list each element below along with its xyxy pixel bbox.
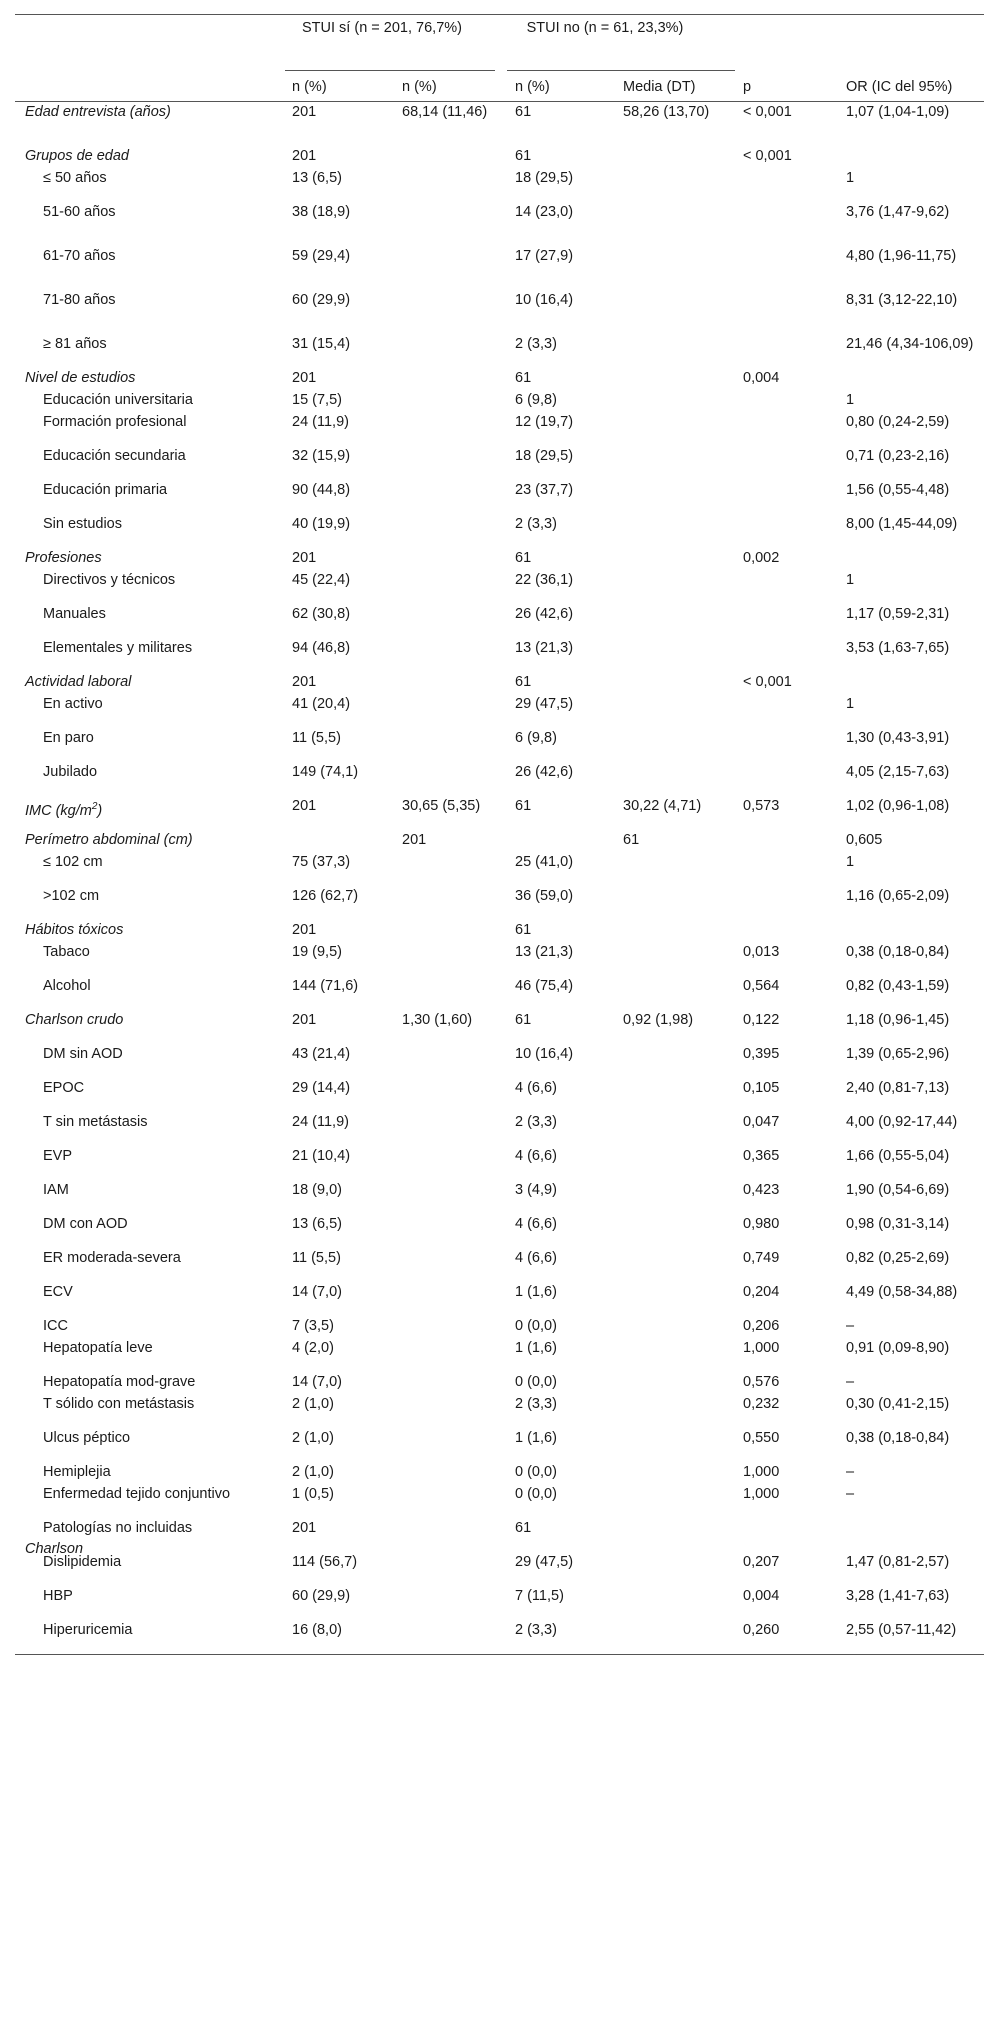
results-table xyxy=(15,14,984,1655)
row-label: Hepatopatía mod-grave xyxy=(43,1374,196,1390)
cell-odds-ratio: 0,82 (0,25-2,69) xyxy=(846,1250,950,1266)
cell-p-value: 0,232 xyxy=(743,1396,780,1412)
table-row xyxy=(15,390,984,412)
table-row xyxy=(15,886,984,920)
row-label: Formación profesional xyxy=(43,414,187,430)
table-row xyxy=(15,1214,984,1248)
cell-p-value: 0,749 xyxy=(743,1250,780,1266)
cell-odds-ratio: 1,16 (0,65-2,09) xyxy=(846,888,950,904)
row-label: Patologías no incluidas Charlson xyxy=(25,1520,193,1557)
cell-c1: 2 (1,0) xyxy=(292,1430,334,1446)
row-label: Enfermedad tejido conjuntivo xyxy=(43,1486,231,1502)
cell-odds-ratio: 1,17 (0,59-2,31) xyxy=(846,606,950,622)
cell-odds-ratio: 4,00 (0,92-17,44) xyxy=(846,1114,958,1130)
cell-c1: 7 (3,5) xyxy=(292,1318,334,1334)
row-label: T sólido con metástasis xyxy=(43,1396,195,1412)
table-row xyxy=(15,368,984,390)
row-label: Ulcus péptico xyxy=(43,1430,131,1446)
cell-c1: 14 (7,0) xyxy=(292,1374,342,1390)
table-row xyxy=(15,976,984,1010)
cell-c1: 24 (11,9) xyxy=(292,414,349,430)
cell-c3: 17 (27,9) xyxy=(515,248,574,264)
cell-odds-ratio: 0,98 (0,31-3,14) xyxy=(846,1216,950,1232)
row-label: ≤ 50 años xyxy=(43,170,107,186)
table-row xyxy=(15,694,984,728)
cell-p-value: 0,105 xyxy=(743,1080,780,1096)
cell-c3: 61 xyxy=(515,1012,532,1028)
table-row xyxy=(15,1044,984,1078)
cell-c3: 2 (3,3) xyxy=(515,516,557,532)
table-row xyxy=(15,168,984,202)
cell-p-value: < 0,001 xyxy=(743,674,792,690)
table-row xyxy=(15,1394,984,1428)
cell-odds-ratio: – xyxy=(846,1486,855,1502)
row-label: ECV xyxy=(43,1284,73,1300)
row-label: ≥ 81 años xyxy=(43,336,107,352)
table-row xyxy=(15,548,984,570)
cell-c4: 0,92 (1,98) xyxy=(623,1012,694,1028)
cell-p-value: 0,204 xyxy=(743,1284,780,1300)
cell-c4: 61 xyxy=(623,832,640,848)
cell-c1: 201 xyxy=(292,550,317,566)
cell-c3: 10 (16,4) xyxy=(515,1046,574,1062)
col-header-n-no: n (%) xyxy=(515,79,550,95)
table-row xyxy=(15,638,984,672)
table-row xyxy=(15,604,984,638)
cell-c3: 4 (6,6) xyxy=(515,1216,557,1232)
row-label: DM con AOD xyxy=(43,1216,128,1232)
table-row xyxy=(15,672,984,694)
cell-odds-ratio: 1,18 (0,96-1,45) xyxy=(846,1012,950,1028)
row-label: Educación secundaria xyxy=(43,448,186,464)
cell-p-value: 0,002 xyxy=(743,550,780,566)
row-label: 51-60 años xyxy=(43,204,116,220)
row-label: IAM xyxy=(43,1182,69,1198)
cell-odds-ratio: 3,53 (1,63-7,65) xyxy=(846,640,950,656)
cell-c1: 201 xyxy=(292,798,317,814)
table-row xyxy=(15,246,984,290)
cell-c1: 201 xyxy=(292,922,317,938)
cell-p-value: 1,000 xyxy=(743,1464,780,1480)
table-row xyxy=(15,942,984,976)
cell-odds-ratio: 4,49 (0,58-34,88) xyxy=(846,1284,958,1300)
cell-c3: 13 (21,3) xyxy=(515,944,574,960)
cell-c3: 7 (11,5) xyxy=(515,1588,564,1604)
cell-odds-ratio: 1,56 (0,55-4,48) xyxy=(846,482,950,498)
cell-c3: 22 (36,1) xyxy=(515,572,574,588)
cell-c1: 40 (19,9) xyxy=(292,516,351,532)
cell-c3: 10 (16,4) xyxy=(515,292,574,308)
row-label: IMC $(kg/m^2)$ xyxy=(25,801,103,819)
row-label: En activo xyxy=(43,696,103,712)
table-row xyxy=(15,1282,984,1316)
cell-c3: 29 (47,5) xyxy=(515,696,574,712)
table-row xyxy=(15,1316,984,1338)
cell-c1: 201 xyxy=(292,674,317,690)
cell-c1: 24 (11,9) xyxy=(292,1114,349,1130)
cell-c4: 58,26 (13,70) xyxy=(623,104,710,120)
cell-c1: 16 (8,0) xyxy=(292,1622,342,1638)
row-label: HBP xyxy=(43,1588,73,1604)
cell-c3: 26 (42,6) xyxy=(515,606,574,622)
row-label: Alcohol xyxy=(43,978,91,994)
table-row xyxy=(15,446,984,480)
cell-c3: 18 (29,5) xyxy=(515,170,574,186)
cell-c1: 31 (15,4) xyxy=(292,336,351,352)
cell-p-value: 0,207 xyxy=(743,1554,780,1570)
cell-odds-ratio: 1,47 (0,81-2,57) xyxy=(846,1554,950,1570)
row-label: T sin metástasis xyxy=(43,1114,148,1130)
row-label: EPOC xyxy=(43,1080,85,1096)
cell-odds-ratio: 0,30 (0,41-2,15) xyxy=(846,1396,950,1412)
col-header-n-si-2: n (%) xyxy=(402,79,437,95)
cell-odds-ratio: 1 xyxy=(846,392,855,408)
cell-odds-ratio: 1,90 (0,54-6,69) xyxy=(846,1182,950,1198)
cell-odds-ratio: – xyxy=(846,1464,855,1480)
table-body xyxy=(15,102,984,1654)
cell-c1: 60 (29,9) xyxy=(292,1588,351,1604)
row-label: Hábitos tóxicos xyxy=(25,922,124,938)
table-row xyxy=(15,1180,984,1214)
table-row xyxy=(15,1586,984,1620)
table-row xyxy=(15,830,984,852)
cell-c3: 6 (9,8) xyxy=(515,392,557,408)
table-row xyxy=(15,762,984,796)
cell-c3: 61 xyxy=(515,104,532,120)
cell-odds-ratio: 0,82 (0,43-1,59) xyxy=(846,978,950,994)
group-header-row xyxy=(15,15,984,71)
row-label: Edad entrevista (años) xyxy=(25,104,171,120)
cell-c1: 62 (30,8) xyxy=(292,606,351,622)
row-label: Jubilado xyxy=(43,764,98,780)
cell-c2: 201 xyxy=(402,832,427,848)
row-label: Educación universitaria xyxy=(43,392,193,408)
cell-c1: 149 (74,1) xyxy=(292,764,359,780)
row-label: 61-70 años xyxy=(43,248,116,264)
cell-c1: 19 (9,5) xyxy=(292,944,342,960)
row-label: Sin estudios xyxy=(43,516,122,532)
cell-c1: 2 (1,0) xyxy=(292,1464,334,1480)
cell-c1: 201 xyxy=(292,370,317,386)
cell-odds-ratio: 2,55 (0,57-11,42) xyxy=(846,1622,957,1638)
label-tail: ) xyxy=(97,802,103,819)
cell-p-value: 1,000 xyxy=(743,1486,780,1502)
col-header-n-si: n (%) xyxy=(292,79,327,95)
cell-c1: 126 (62,7) xyxy=(292,888,359,904)
cell-odds-ratio: 0,91 (0,09-8,90) xyxy=(846,1340,950,1356)
table-row xyxy=(15,1518,984,1557)
cell-odds-ratio: 3,76 (1,47-9,62) xyxy=(846,204,950,220)
cell-c1: 32 (15,9) xyxy=(292,448,351,464)
cell-c3: 12 (19,7) xyxy=(515,414,574,430)
cell-c1: 21 (10,4) xyxy=(292,1148,351,1164)
cell-c3: 0 (0,0) xyxy=(515,1374,557,1390)
cell-c3: 1 (1,6) xyxy=(515,1340,557,1356)
table-row xyxy=(15,102,984,146)
table-row xyxy=(15,1372,984,1394)
cell-odds-ratio: 0,38 (0,18-0,84) xyxy=(846,1430,950,1446)
cell-odds-ratio: – xyxy=(846,1318,855,1334)
cell-c3: 61 xyxy=(515,148,532,164)
cell-odds-ratio: 1,39 (0,65-2,96) xyxy=(846,1046,950,1062)
cell-c3: 61 xyxy=(515,798,532,814)
row-label: Actividad laboral xyxy=(25,674,132,690)
cell-c2: 30,65 (5,35) xyxy=(402,798,481,814)
cell-c3: 6 (9,8) xyxy=(515,730,557,746)
table-bottom-rule xyxy=(15,1654,984,1655)
table-row xyxy=(15,1078,984,1112)
cell-c3: 0 (0,0) xyxy=(515,1486,557,1502)
cell-c1: 14 (7,0) xyxy=(292,1284,342,1300)
table-row xyxy=(15,570,984,604)
row-label: Nivel de estudios xyxy=(25,370,136,386)
cell-c3: 0 (0,0) xyxy=(515,1464,557,1480)
col-header-media: Media (DT) xyxy=(623,79,696,95)
cell-c1: 11 (5,5) xyxy=(292,730,341,746)
row-label: Educación primaria xyxy=(43,482,168,498)
table-row xyxy=(15,412,984,446)
cell-odds-ratio: 0,38 (0,18-0,84) xyxy=(846,944,950,960)
col-header-p: p xyxy=(743,79,752,95)
cell-p-value: 0,423 xyxy=(743,1182,780,1198)
cell-c1: 2 (1,0) xyxy=(292,1396,334,1412)
cell-c1: 201 xyxy=(292,148,317,164)
table-row xyxy=(15,796,984,830)
cell-c1: 144 (71,6) xyxy=(292,978,359,994)
row-label: Dislipidemia xyxy=(43,1554,122,1570)
cell-c3: 61 xyxy=(515,1520,532,1536)
table-row xyxy=(15,1248,984,1282)
cell-c4: 30,22 (4,71) xyxy=(623,798,702,814)
cell-c3: 46 (75,4) xyxy=(515,978,574,994)
group-header-stui-si: STUI sí (n = 201, 76,7%) xyxy=(302,20,462,36)
table-row xyxy=(15,290,984,334)
table-row xyxy=(15,514,984,548)
cell-c3: 26 (42,6) xyxy=(515,764,574,780)
cell-c2: 68,14 (11,46) xyxy=(402,104,488,120)
cell-p-value: 0,980 xyxy=(743,1216,780,1232)
row-label: Perímetro abdominal (cm) xyxy=(25,832,193,848)
cell-odds-ratio: 4,05 (2,15-7,63) xyxy=(846,764,950,780)
cell-odds-ratio: 1 xyxy=(846,696,855,712)
column-header-row xyxy=(15,71,984,101)
cell-c3: 61 xyxy=(515,370,532,386)
table-row xyxy=(15,1552,984,1586)
cell-odds-ratio: 1,07 (1,04-1,09) xyxy=(846,104,950,120)
row-label: EVP xyxy=(43,1148,73,1164)
cell-p-value: 1,000 xyxy=(743,1340,780,1356)
cell-p-value: 0,576 xyxy=(743,1374,780,1390)
cell-c1: 75 (37,3) xyxy=(292,854,351,870)
table-row xyxy=(15,1338,984,1372)
row-label: Directivos y técnicos xyxy=(43,572,176,588)
cell-c3: 1 (1,6) xyxy=(515,1430,557,1446)
cell-c1: 4 (2,0) xyxy=(292,1340,334,1356)
cell-c3: 3 (4,9) xyxy=(515,1182,557,1198)
cell-odds-ratio: 1,30 (0,43-3,91) xyxy=(846,730,950,746)
cell-c3: 2 (3,3) xyxy=(515,1396,557,1412)
cell-c1: 38 (18,9) xyxy=(292,204,351,220)
cell-p-value: 0,365 xyxy=(743,1148,780,1164)
row-label: Hepatopatía leve xyxy=(43,1340,153,1356)
cell-p-value: 0,206 xyxy=(743,1318,780,1334)
row-label: Manuales xyxy=(43,606,106,622)
table-row xyxy=(15,1428,984,1462)
cell-c1: 18 (9,0) xyxy=(292,1182,342,1198)
cell-c1: 90 (44,8) xyxy=(292,482,351,498)
row-label: ER moderada-severa xyxy=(43,1250,181,1266)
cell-c3: 18 (29,5) xyxy=(515,448,574,464)
table-row xyxy=(15,1146,984,1180)
cell-odds-ratio: 8,00 (1,45-44,09) xyxy=(846,516,958,532)
cell-c3: 0 (0,0) xyxy=(515,1318,557,1334)
cell-odds-ratio: 1 xyxy=(846,854,855,870)
table-row xyxy=(15,1620,984,1654)
cell-c1: 41 (20,4) xyxy=(292,696,351,712)
cell-c3: 14 (23,0) xyxy=(515,204,574,220)
cell-c3: 61 xyxy=(515,674,532,690)
cell-c1: 13 (6,5) xyxy=(292,170,342,186)
row-label: Elementales y militares xyxy=(43,640,193,656)
cell-c1: 43 (21,4) xyxy=(292,1046,351,1062)
cell-c1: 201 xyxy=(292,104,317,120)
row-label: >102 cm xyxy=(43,888,100,904)
cell-c3: 61 xyxy=(515,922,532,938)
table-row xyxy=(15,1484,984,1518)
cell-c1: 59 (29,4) xyxy=(292,248,351,264)
cell-p-value: 0,573 xyxy=(743,798,780,814)
table-row xyxy=(15,1010,984,1044)
cell-c3: 1 (1,6) xyxy=(515,1284,557,1300)
cell-c1: 13 (6,5) xyxy=(292,1216,342,1232)
row-label: Charlson crudo xyxy=(25,1012,124,1028)
cell-c3: 36 (59,0) xyxy=(515,888,574,904)
row-label: Profesiones xyxy=(25,550,102,566)
row-label: Hiperuricemia xyxy=(43,1622,133,1638)
row-label: En paro xyxy=(43,730,94,746)
cell-c3: 61 xyxy=(515,550,532,566)
cell-c3: 25 (41,0) xyxy=(515,854,574,870)
cell-c3: 4 (6,6) xyxy=(515,1148,557,1164)
cell-c3: 2 (3,3) xyxy=(515,1114,557,1130)
cell-odds-ratio: 1,66 (0,55-5,04) xyxy=(846,1148,950,1164)
table-row xyxy=(15,480,984,514)
label-superscript: 2 xyxy=(91,801,98,812)
cell-c1: 1 (0,5) xyxy=(292,1486,334,1502)
cell-p-value: 0,122 xyxy=(743,1012,780,1028)
cell-c3: 2 (3,3) xyxy=(515,1622,557,1638)
cell-odds-ratio: 21,46 (4,34-106,09) xyxy=(846,336,974,352)
cell-c1: 11 (5,5) xyxy=(292,1250,341,1266)
cell-c1: 29 (14,4) xyxy=(292,1080,351,1096)
cell-p-value: 0,550 xyxy=(743,1430,780,1446)
cell-odds-ratio: 0,605 xyxy=(846,832,883,848)
cell-c1: 114 (56,7) xyxy=(292,1554,358,1570)
row-label: Tabaco xyxy=(43,944,90,960)
cell-c2: 1,30 (1,60) xyxy=(402,1012,473,1028)
row-label: DM sin AOD xyxy=(43,1046,123,1062)
table-row xyxy=(15,852,984,886)
cell-odds-ratio: 8,31 (3,12-22,10) xyxy=(846,292,958,308)
row-label: 71-80 años xyxy=(43,292,116,308)
cell-p-value: 0,260 xyxy=(743,1622,780,1638)
cell-odds-ratio: – xyxy=(846,1374,855,1390)
table-row xyxy=(15,334,984,368)
table-row xyxy=(15,1112,984,1146)
cell-c1: 201 xyxy=(292,1012,317,1028)
cell-c1: 45 (22,4) xyxy=(292,572,351,588)
label-italic-tail: Charlson xyxy=(25,1541,84,1557)
table-row xyxy=(15,1462,984,1484)
table-row xyxy=(15,146,984,168)
cell-odds-ratio: 3,28 (1,41-7,63) xyxy=(846,1588,950,1604)
cell-c3: 2 (3,3) xyxy=(515,336,557,352)
group-header-stui-no: STUI no (n = 61, 23,3%) xyxy=(526,20,684,36)
cell-p-value: 0,013 xyxy=(743,944,780,960)
cell-p-value: 0,004 xyxy=(743,370,780,386)
cell-odds-ratio: 2,40 (0,81-7,13) xyxy=(846,1080,950,1096)
cell-odds-ratio: 1,02 (0,96-1,08) xyxy=(846,798,950,814)
cell-p-value: < 0,001 xyxy=(743,104,792,120)
table-row xyxy=(15,728,984,762)
cell-odds-ratio: 0,71 (0,23-2,16) xyxy=(846,448,950,464)
cell-c3: 4 (6,6) xyxy=(515,1080,557,1096)
cell-c1: 60 (29,9) xyxy=(292,292,351,308)
cell-p-value: 0,047 xyxy=(743,1114,780,1130)
cell-c1: 15 (7,5) xyxy=(292,392,342,408)
cell-p-value: 0,395 xyxy=(743,1046,780,1062)
row-label: ICC xyxy=(43,1318,68,1334)
cell-c3: 4 (6,6) xyxy=(515,1250,557,1266)
cell-c3: 13 (21,3) xyxy=(515,640,574,656)
cell-c1: 201 xyxy=(292,1520,317,1536)
cell-c1: 94 (46,8) xyxy=(292,640,351,656)
row-label: Grupos de edad xyxy=(25,148,129,164)
row-label: Hemiplejia xyxy=(43,1464,111,1480)
cell-c3: 23 (37,7) xyxy=(515,482,574,498)
cell-p-value: 0,004 xyxy=(743,1588,780,1604)
cell-odds-ratio: 1 xyxy=(846,572,855,588)
cell-odds-ratio: 1 xyxy=(846,170,855,186)
cell-c3: 29 (47,5) xyxy=(515,1554,574,1570)
cell-odds-ratio: 4,80 (1,96-11,75) xyxy=(846,248,957,264)
cell-p-value: 0,564 xyxy=(743,978,780,994)
table-row xyxy=(15,202,984,246)
table-row xyxy=(15,920,984,942)
cell-odds-ratio: 0,80 (0,24-2,59) xyxy=(846,414,950,430)
cell-p-value: < 0,001 xyxy=(743,148,792,164)
row-label: ≤ 102 cm xyxy=(43,854,103,870)
col-header-or: OR (IC del 95%) xyxy=(846,79,953,95)
